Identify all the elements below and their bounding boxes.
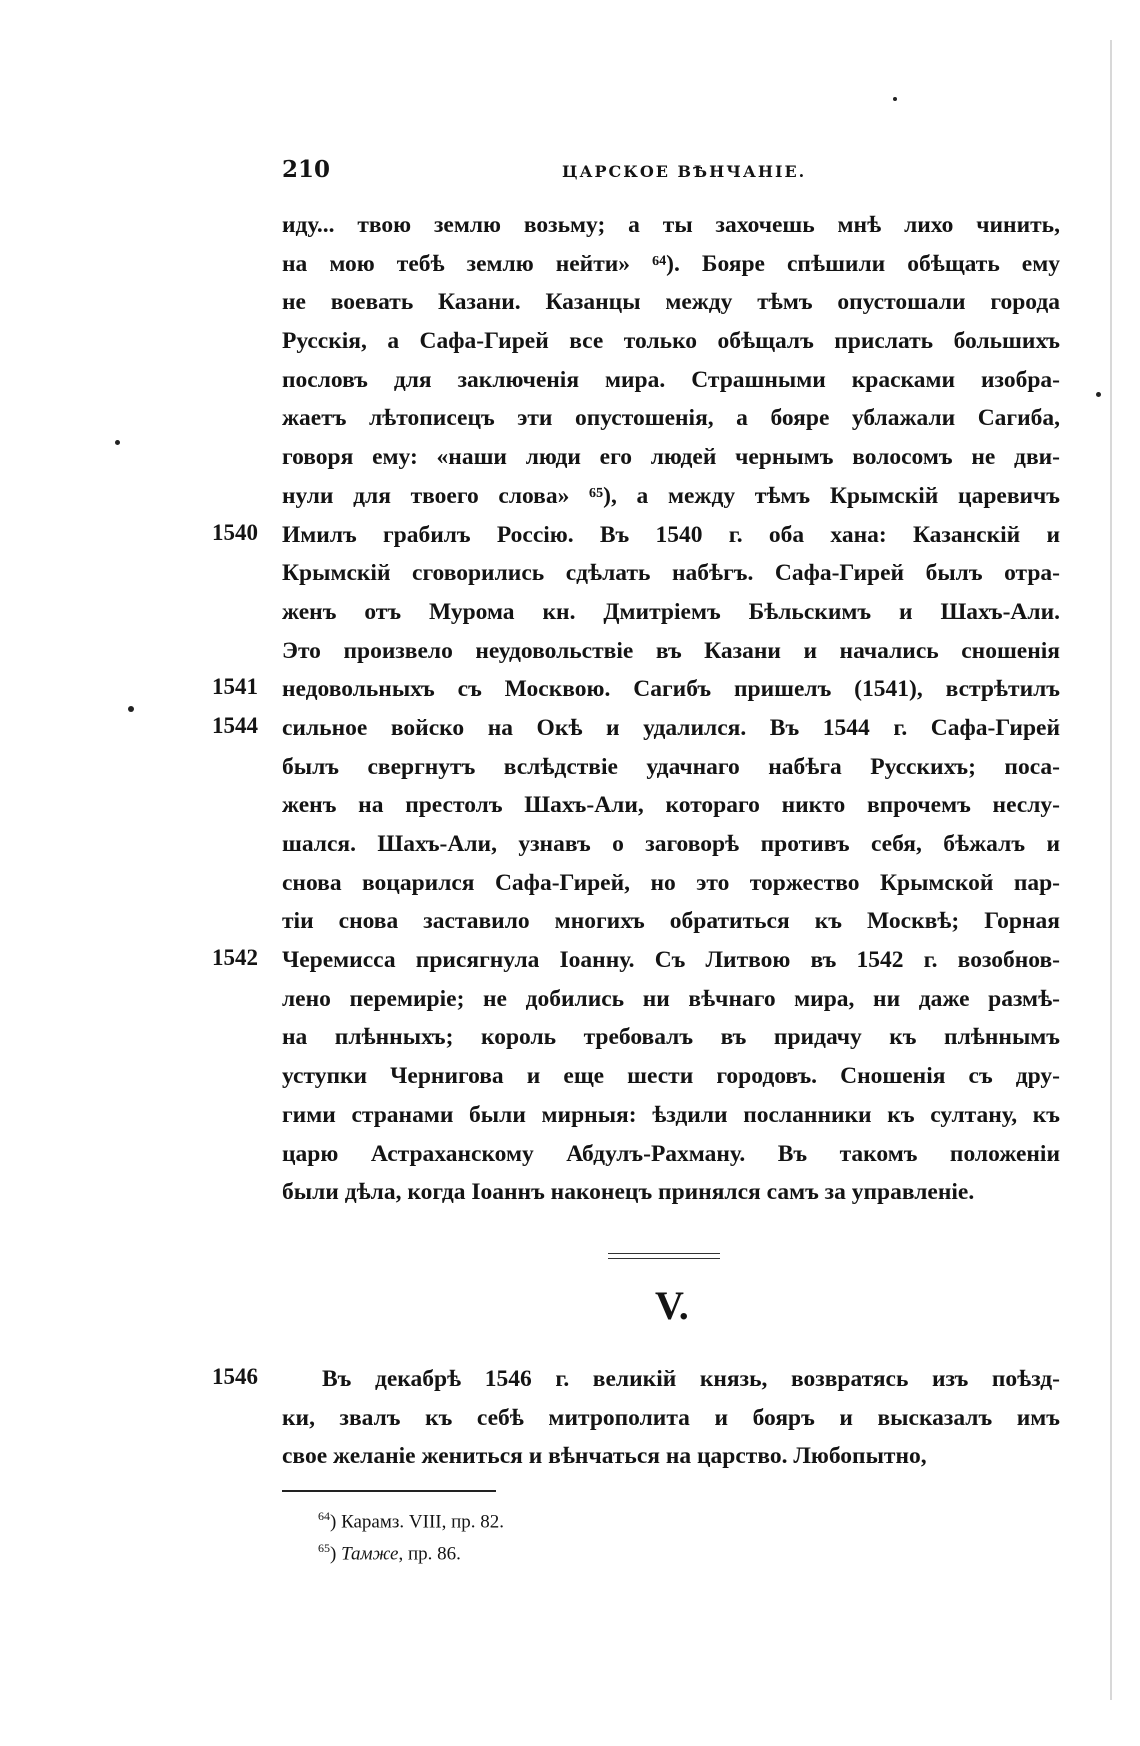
text-line: Русскія, а Сафа-Гирей все только обѣщалъ прислать большихъ	[282, 328, 1060, 355]
page-header	[282, 156, 1032, 186]
text-line: иду... твою землю возьму; а ты захочешь мнѣ лихо чинить,	[282, 212, 1060, 238]
text-line: снова воцарился Сафа-Гирей, но это торжество Крымской пар-	[282, 869, 1060, 896]
margin-year: 1542	[212, 945, 258, 971]
text-line: лено перемиріе; не добились ни вѣчнаго мира, ни даже размѣ-	[282, 985, 1060, 1012]
text-line: были дѣла, когда Іоаннъ наконецъ принялся самъ за управленіе.	[282, 1179, 975, 1206]
footnotes	[318, 1503, 504, 1568]
scan-speck	[115, 440, 120, 445]
text-line: на мою тебѣ землю нейти» ⁶⁴). Бояре спѣшили обѣщать ему	[282, 250, 1060, 277]
text-line: сильное войско на Окѣ и удалился. Въ 1544 г. Сафа-Гирей	[282, 714, 1060, 741]
margin-year: 1541	[212, 674, 258, 700]
footnote-text: Карамз. VIII, пр. 82.	[341, 1511, 505, 1533]
footnote-text: Тамже	[341, 1543, 399, 1565]
footnote-64: $^{64}$) Карамз. VIII, пр. 82.	[318, 1509, 505, 1533]
text-line: былъ свергнутъ вслѣдствіе удачнаго набѣга Русскихъ; поса-	[282, 753, 1060, 780]
page-edge-line	[1110, 40, 1112, 1700]
text-line: ки, звалъ къ себѣ митрополита и бояръ и высказалъ имъ	[282, 1404, 1060, 1431]
text-line: на плѣнныхъ; король требовалъ въ придачу къ плѣннымъ	[282, 1024, 1060, 1051]
scan-speck	[1096, 392, 1101, 397]
text-line: гими странами были мирныя: ѣздили посланники къ султану, къ	[282, 1101, 1060, 1128]
section-heading: V.	[655, 1283, 689, 1328]
text-line: женъ отъ Мурома кн. Дмитріемъ Бѣльскимъ и Шахъ-Али.	[282, 598, 1060, 625]
text-line: не воевать Казани. Казанцы между тѣмъ опустошали города	[282, 289, 1060, 316]
text-line: свое желаніе жениться и вѣнчаться на царство. Любопытно,	[282, 1443, 927, 1470]
margin-year-section: 1546	[212, 1364, 258, 1389]
footnote-number: 65	[318, 1541, 330, 1556]
scan-speck	[893, 97, 897, 101]
main-paragraph	[282, 206, 1060, 1212]
footnote-suffix: , пр. 86.	[398, 1543, 461, 1565]
margin-year: 1544	[212, 713, 258, 739]
text-line: тіи снова заставило многихъ обратиться къ Москвѣ; Горная	[282, 908, 1060, 935]
text-line: Имилъ грабилъ Россію. Въ 1540 г. оба хана: Казанскій и	[282, 521, 1060, 548]
section-divider	[608, 1253, 720, 1259]
text-line: Въ декабрѣ 1546 г. великій князь, возвратясь изъ поѣзд-	[322, 1366, 1060, 1392]
text-line: женъ на престолъ Шахъ-Али, котораго никто впрочемъ неслу-	[282, 792, 1060, 819]
footnote-divider	[282, 1490, 496, 1492]
text-line: нули для твоего слова» ⁶⁵), а между тѣмъ Крымскій царевичъ	[282, 482, 1060, 509]
text-line: пословъ для заключенія мира. Страшными красками изобра-	[282, 366, 1060, 393]
page-number: 210	[282, 156, 331, 183]
margin-year: 1540	[212, 519, 258, 545]
text-line: недовольныхъ съ Москвою. Сагибъ пришелъ (1541), встрѣтилъ	[282, 676, 1060, 703]
running-title: ЦАРСКОЕ ВѢНЧАНІЕ.	[562, 162, 807, 181]
text-line: уступки Чернигова и еще шести городовъ. Сношенія съ дру-	[282, 1063, 1060, 1090]
text-line: царю Астраханскому Абдулъ-Рахману. Въ такомъ положеніи	[282, 1140, 1060, 1167]
text-line: Черемисса присягнула Іоанну. Съ Литвою въ 1542 г. возобнов-	[282, 947, 1060, 974]
text-line: Крымскій сговорились сдѣлать набѣгъ. Сафа-Гирей былъ отра-	[282, 560, 1060, 587]
footnote-65: $^{65}$) Тамже, пр. 86.	[318, 1541, 461, 1565]
text-line: шался. Шахъ-Али, узнавъ о заговорѣ противъ себя, бѣжалъ и	[282, 831, 1060, 857]
text-line: Это произвело неудовольствіе въ Казани и начались сношенія	[282, 637, 1060, 664]
scan-speck	[128, 706, 134, 712]
text-line: жаетъ лѣтописецъ эти опустошенія, а бояре ублажали Сагиба,	[282, 405, 1060, 432]
footnote-number: 64	[318, 1509, 330, 1523]
section-paragraph	[282, 1360, 1060, 1476]
text-line: говоря ему: «наши люди его людей чернымъ волосомъ не дви-	[282, 444, 1060, 471]
